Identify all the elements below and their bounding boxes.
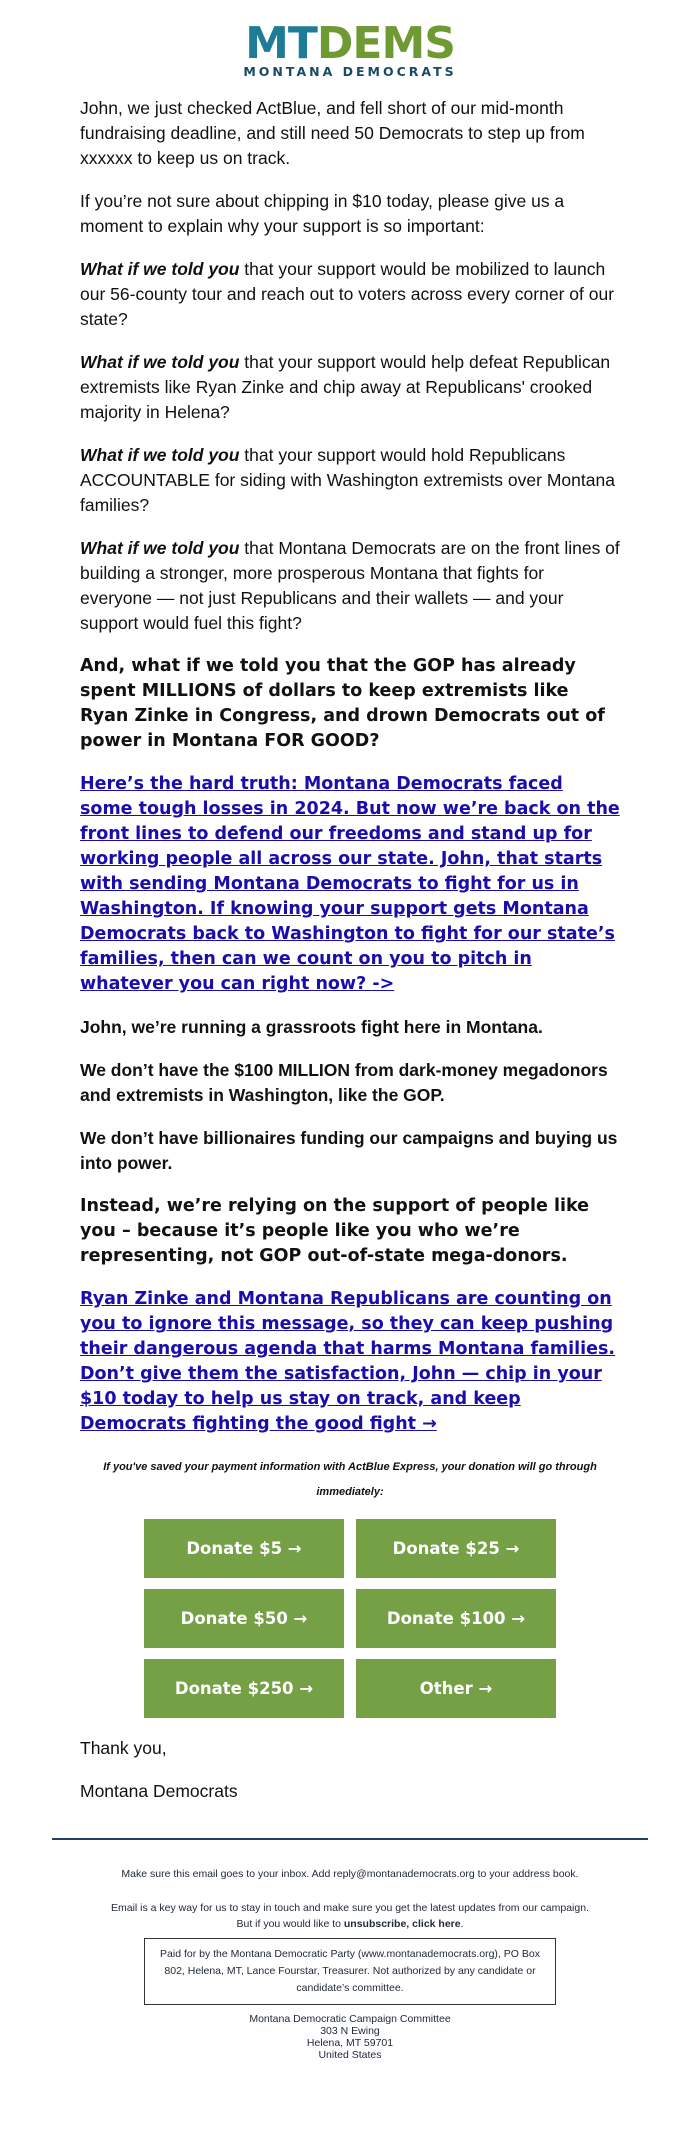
paid-for-disclaimer: Paid for by the Montana Democratic Party (www.montanademocrats.org), PO Box 802, Helena, MT, Lance Fourstar, Treasurer. Not authorized by any candidate or candidate’s committee.	[144, 1938, 556, 2005]
donate-5-button[interactable]: Donate $5 →	[144, 1519, 344, 1578]
donate-other-button[interactable]: Other →	[356, 1659, 556, 1718]
email-footer	[0, 1866, 700, 2061]
keyway-note: Email is a key way for us to stay in touch and make sure you get the latest updates from our campaign.	[111, 1902, 589, 1914]
what-if-lead: What if we told you	[80, 352, 240, 372]
donate-250-button[interactable]: Donate $250 →	[144, 1659, 344, 1718]
zinke-donate-link[interactable]: Ryan Zinke and Montana Republicans are counting on you to ignore this message, so they can keep pushing their dangerous agenda that harms Montana families. Don’t give them the satisfaction, John — chip in your $10 today to help us stay on track, and keep Democrats fighting the good fight →	[80, 1289, 616, 1434]
explain-paragraph: If you’re not sure about chipping in $10 today, please give us a moment to explain why your support is so important:	[80, 191, 565, 236]
donate-25-button[interactable]: Donate $25 →	[356, 1519, 556, 1578]
logo-mt: MT	[245, 18, 317, 69]
donate-50-button[interactable]: Donate $50 →	[144, 1589, 344, 1648]
signoff	[0, 1736, 700, 1804]
what-if-paragraph-3	[80, 443, 620, 518]
what-if-lead: What if we told you	[80, 445, 240, 465]
dark-money-paragraph: We don’t have the $100 MILLION from dark-money megadonors and extremists in Washington, like the GOP.	[80, 1060, 608, 1105]
what-if-lead: What if we told you	[80, 259, 240, 279]
donate-100-button[interactable]: Donate $100 →	[356, 1589, 556, 1648]
signoff-org: Montana Democrats	[80, 1781, 238, 1801]
mtdems-logo	[0, 0, 700, 82]
what-if-text: that your support would help defeat Republican extremists like Ryan Zinke and chip away at Republicans' crooked majority in Helena?	[80, 352, 611, 422]
intro-paragraph: John, we just checked ActBlue, and fell short of our mid-month fundraising deadline, and still need 50 Democrats to step up from xxxxxx to keep us on track.	[80, 98, 585, 168]
people-like-you-paragraph: Instead, we’re relying on the support of people like you – because it’s people like you who we’re representing, not GOP out-of-state mega-donors.	[80, 1196, 590, 1266]
address-line-4: United States	[318, 2049, 382, 2061]
actblue-express-note: If you've saved your payment information with ActBlue Express, your donation will go through immediately:	[103, 1461, 597, 1498]
billionaires-paragraph: We don’t have billionaires funding our campaigns and buying us into power.	[80, 1128, 618, 1173]
address-line-1: Montana Democratic Campaign Committee	[249, 2013, 451, 2025]
hard-truth-donate-link[interactable]: Here’s the hard truth: Montana Democrats faced some tough losses in 2024. But now we’re back on the front lines to defend our freedoms and stand up for working people all across our state. John, that starts with sending Montana Democrats to fight for us in Washington. If knowing your support gets Montana Democrats back to Washington to fight for our state’s families, then can we count on you to pitch in whatever you can right now? ->	[80, 774, 620, 994]
unsubscribe-suffix: .	[460, 1918, 464, 1930]
signoff-thanks: Thank you,	[80, 1738, 167, 1758]
inbox-note: Make sure this email goes to your inbox. Add reply@montanademocrats.org to your address book.	[121, 1868, 579, 1880]
address-line-3: Helena, MT 59701	[306, 2037, 394, 2049]
what-if-text: that your support would be mobilized to launch our 56-county tour and reach out to voters across every corner of our state?	[80, 259, 615, 329]
logo-dems: DEMS	[316, 18, 455, 69]
footer-divider	[52, 1838, 648, 1840]
what-if-lead: What if we told you	[80, 538, 240, 558]
unsubscribe-line	[0, 1916, 700, 1932]
mailing-address	[0, 2013, 700, 2061]
address-line-2: 303 N Ewing	[320, 2025, 380, 2037]
what-if-paragraph-1	[80, 257, 620, 332]
unsubscribe-prefix: But if you would like to	[236, 1918, 344, 1930]
donate-buttons	[144, 1519, 556, 1718]
logo-wordmark	[0, 18, 700, 69]
what-if-text: that Montana Democrats are on the front lines of building a stronger, more prosperous Montana that fights for everyone — not just Republicans and their wallets — and your support would fuel this fight?	[80, 538, 620, 633]
what-if-paragraph-2	[80, 350, 620, 425]
unsubscribe-link[interactable]: unsubscribe, click here	[343, 1918, 461, 1930]
gop-millions-paragraph: And, what if we told you that the GOP has already spent MILLIONS of dollars to keep extremists like Ryan Zinke in Congress, and drown Democrats out of power in Montana FOR GOOD?	[80, 656, 605, 751]
what-if-text: that your support would hold Republicans ACCOUNTABLE for siding with Washington extremists over Montana families?	[80, 445, 615, 515]
what-if-paragraph-4	[80, 536, 620, 636]
logo-subtitle: MONTANA DEMOCRATS	[243, 64, 457, 79]
email-body	[0, 96, 700, 1437]
grassroots-paragraph: John, we’re running a grassroots fight here in Montana.	[80, 1017, 543, 1037]
